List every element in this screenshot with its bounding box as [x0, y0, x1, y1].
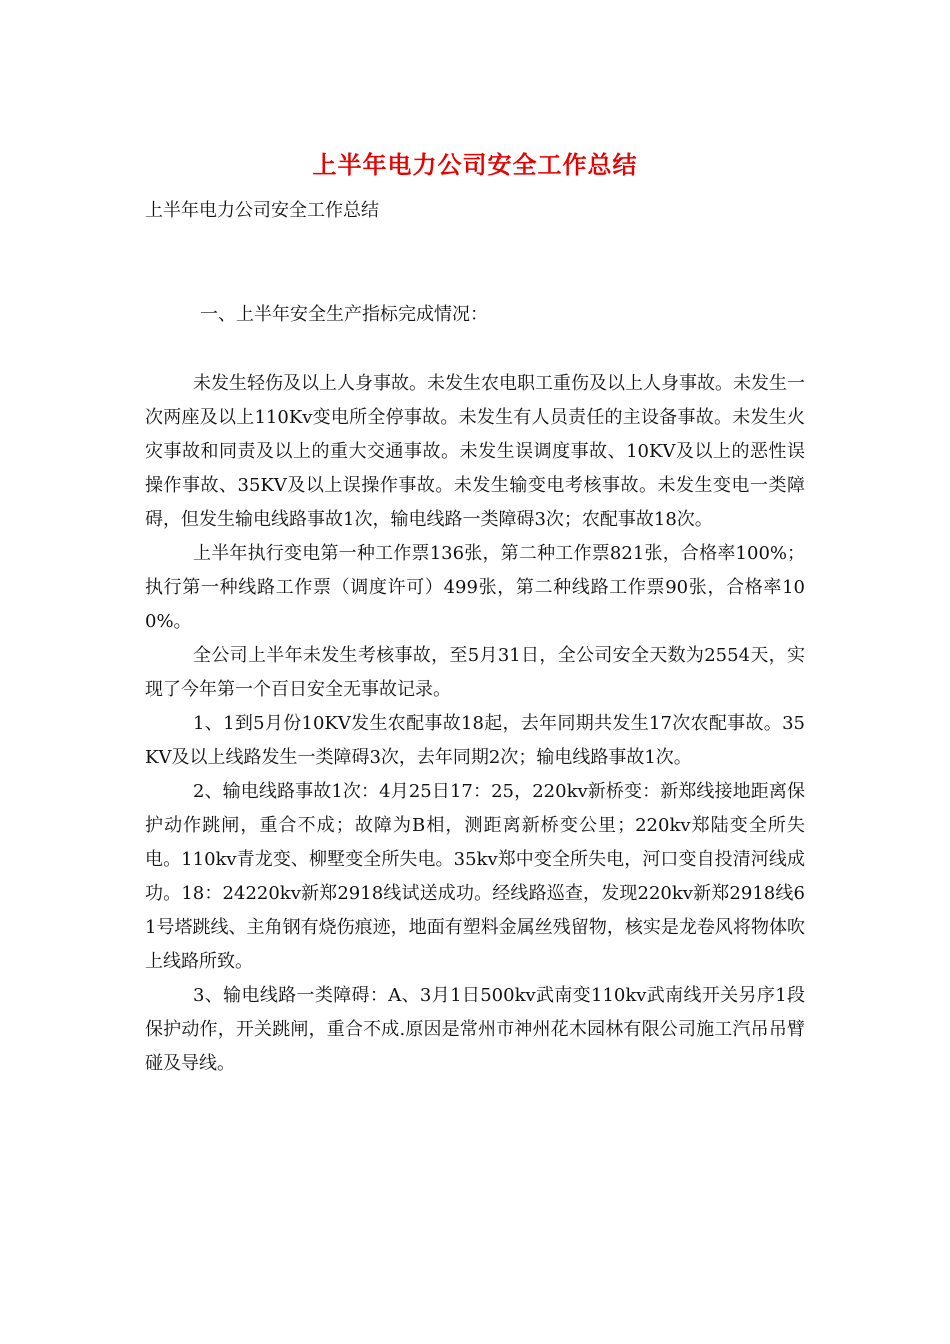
body-text	[145, 367, 805, 1081]
section-heading: 一、上半年安全生产指标完成情况：	[200, 304, 488, 325]
paragraph-1: 未发生轻伤及以上人身事故。未发生农电职工重伤及以上人身事故。未发生一次两座及以上110Kv变电所全停事故。未发生有人员责任的主设备事故。未发生火灾事故和同责及以上的重大交通事故。未发生误调度事故、10KV及以上的恶性误操作事故、35KV及以上误操作事故。未发生输变电考核事故。未发生变电一类障碍，但发生输电线路事故1次，输电线路一类障碍3次；农配事故18次。	[145, 373, 805, 530]
paragraph-3: 全公司上半年未发生考核事故，至5月31日，全公司安全天数为2554天，实现了今年第一个百日安全无事故记录。	[145, 645, 805, 700]
paragraph-5: 2、输电线路事故1次：4月25日17：25，220kv新桥变：新郑线接地距离保护动作跳闸，重合不成；故障为B相，测距离新桥变公里；220kv郑陆变全所失电。110kv青龙变、柳墅变全所失电。35kv郑中变全所失电，河口变自投清河线成功。18：24220kv新郑2918线试送成功。经线路巡查，发现220kv新郑2918线61号塔跳线、主角钢有烧伤痕迹，地面有塑料金属丝残留物，核实是龙卷风将物体吹上线路所致。	[145, 781, 805, 972]
paragraph-6: 3、输电线路一类障碍：A、3月1日500kv武南变110kv武南线开关另序1段保护动作，开关跳闸，重合不成.原因是常州市神州花木园林有限公司施工汽吊吊臂碰及导线。	[145, 985, 805, 1074]
paragraph-4: 1、1到5月份10KV发生农配事故18起，去年同期共发生17次农配事故。35KV及以上线路发生一类障碍3次，去年同期2次；输电线路事故1次。	[145, 713, 805, 768]
paragraph-2: 上半年执行变电第一种工作票136张，第二种工作票821张，合格率100%；执行第一种线路工作票（调度许可）499张，第二种线路工作票90张，合格率100%。	[145, 543, 805, 632]
document-subtitle: 上半年电力公司安全工作总结	[145, 200, 379, 221]
document-title: 上半年电力公司安全工作总结	[312, 150, 638, 179]
